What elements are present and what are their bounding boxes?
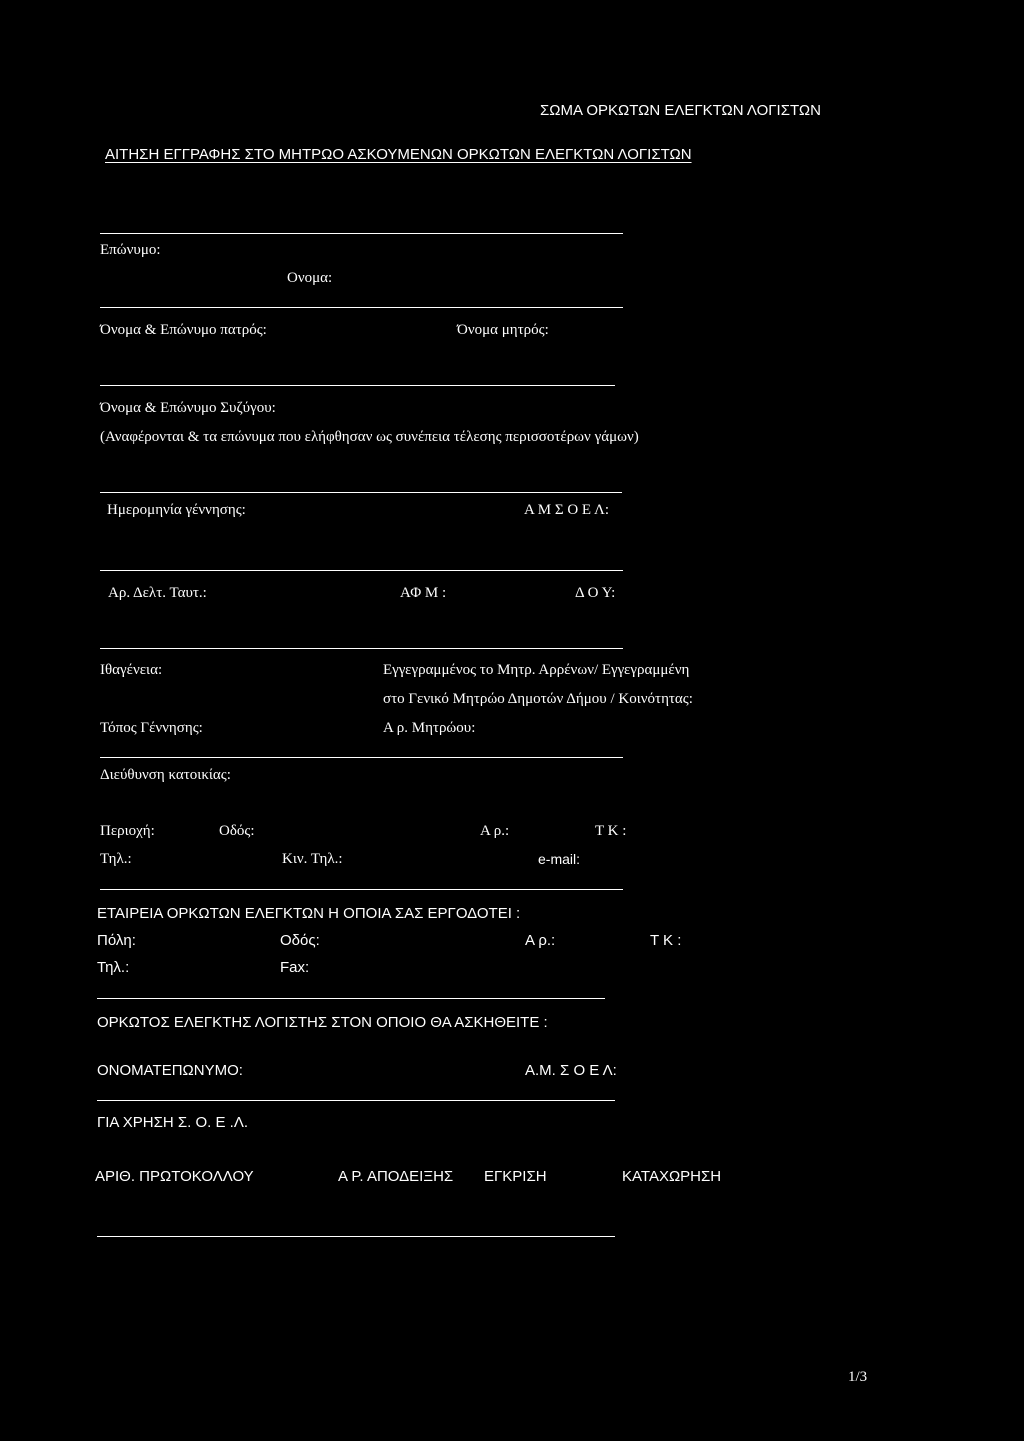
area-label: Περιοχή: bbox=[100, 823, 155, 839]
page-number: 1/3 bbox=[848, 1369, 868, 1385]
afm-label: ΑΦ Μ : bbox=[400, 585, 447, 601]
employer-postcode-label: Τ Κ : bbox=[650, 932, 682, 949]
registry-label-line1: Εγγεγραμμένος το Μητρ. Αρρένων/ Εγγεγραμμένη bbox=[383, 662, 690, 678]
id-card-label: Αρ. Δελτ. Ταυτ.: bbox=[108, 585, 207, 601]
spouse-note: (Αναφέρονται & τα επώνυμα που ελήφθησαν ως συνέπεια τέλεσης περισσοτέρων γάμων) bbox=[100, 429, 639, 445]
divider bbox=[100, 570, 623, 571]
phone-label: Τηλ.: bbox=[100, 851, 132, 867]
street-label: Οδός: bbox=[219, 823, 255, 839]
registration-label: ΚΑΤΑΧΩΡΗΣΗ bbox=[622, 1168, 722, 1185]
organization-name: ΣΩΜΑ ΟΡΚΩΤΩΝ ΕΛΕΓΚΤΩΝ ΛΟΓΙΣΤΩΝ bbox=[540, 102, 821, 119]
divider bbox=[97, 1236, 615, 1237]
employer-phone-label: Τηλ.: bbox=[97, 959, 130, 976]
doy-label: Δ Ο Υ: bbox=[575, 585, 616, 601]
email-label: e-mail: bbox=[538, 851, 581, 867]
surname-label: Επώνυμο: bbox=[100, 242, 161, 258]
approval-label: ΕΓΚΡΙΣΗ bbox=[484, 1168, 547, 1185]
mother-name-label: Όνομα μητρός: bbox=[457, 322, 549, 338]
divider bbox=[100, 889, 623, 890]
divider bbox=[100, 648, 623, 649]
registry-number-label: Α ρ. Μητρώου: bbox=[383, 720, 476, 736]
birth-date-label: Ημερομηνία γέννησης: bbox=[107, 502, 246, 518]
divider bbox=[97, 1100, 615, 1101]
office-use-heading: ΓΙΑ ΧΡΗΣΗ Σ. Ο. Ε .Λ. bbox=[97, 1114, 249, 1131]
supervisor-name-label: ΟΝΟΜΑΤΕΠΩΝΥΜΟ: bbox=[97, 1062, 243, 1079]
employer-street-label: Οδός: bbox=[280, 932, 320, 949]
birth-place-label: Τόπος Γέννησης: bbox=[100, 720, 203, 736]
divider bbox=[100, 385, 615, 386]
city-label: Πόλη: bbox=[97, 932, 136, 949]
fax-label: Fax: bbox=[280, 959, 310, 976]
protocol-number-label: ΑΡΙΘ. ΠΡΩΤΟΚΟΛΛΟΥ bbox=[95, 1168, 254, 1185]
home-address-label: Διεύθυνση κατοικίας: bbox=[100, 767, 231, 783]
divider bbox=[97, 998, 605, 999]
amsoel-label: Α Μ Σ Ο Ε Λ: bbox=[524, 502, 610, 518]
employer-heading: ΕΤΑΙΡΕΙΑ ΟΡΚΩΤΩΝ ΕΛΕΓΚΤΩΝ Η ΟΠΟΙΑ ΣΑΣ ΕΡΓΟΔΟΤΕΙ : bbox=[97, 905, 521, 922]
name-label: Ονομα: bbox=[287, 270, 333, 286]
divider bbox=[100, 757, 623, 758]
mobile-phone-label: Κιν. Τηλ.: bbox=[282, 851, 343, 867]
divider bbox=[100, 492, 622, 493]
father-name-label: Όνομα & Επώνυμο πατρός: bbox=[100, 322, 267, 338]
form-title: ΑΙΤΗΣΗ ΕΓΓΡΑΦΗΣ ΣΤΟ ΜΗΤΡΩΟ ΑΣΚΟΥΜΕΝΩΝ ΟΡΚΩΤΩΝ ΕΛΕΓΚΤΩΝ ΛΟΓΙΣΤΩΝ bbox=[105, 146, 692, 163]
supervisor-heading: ΟΡΚΩΤΟΣ ΕΛΕΓΚΤΗΣ ΛΟΓΙΣΤΗΣ ΣΤΟΝ ΟΠΟΙΟ ΘΑ ΑΣΚΗΘΕΙΤΕ : bbox=[97, 1014, 548, 1031]
spouse-name-label: Όνομα & Επώνυμο Συζύγου: bbox=[100, 400, 276, 416]
supervisor-am-label: Α.Μ. Σ Ο Ε Λ: bbox=[525, 1062, 617, 1079]
divider bbox=[100, 307, 623, 308]
number-label: Α ρ.: bbox=[480, 823, 510, 839]
registry-label-line2: στο Γενικό Μητρώο Δημοτών Δήμου / Κοινότητας: bbox=[383, 691, 693, 707]
receipt-number-label: Α Ρ. ΑΠΟΔΕΙΞΗΣ bbox=[338, 1168, 454, 1185]
postcode-label: Τ Κ : bbox=[595, 823, 627, 839]
employer-number-label: Α ρ.: bbox=[525, 932, 556, 949]
divider bbox=[100, 233, 623, 234]
citizenship-label: Ιθαγένεια: bbox=[100, 662, 163, 678]
